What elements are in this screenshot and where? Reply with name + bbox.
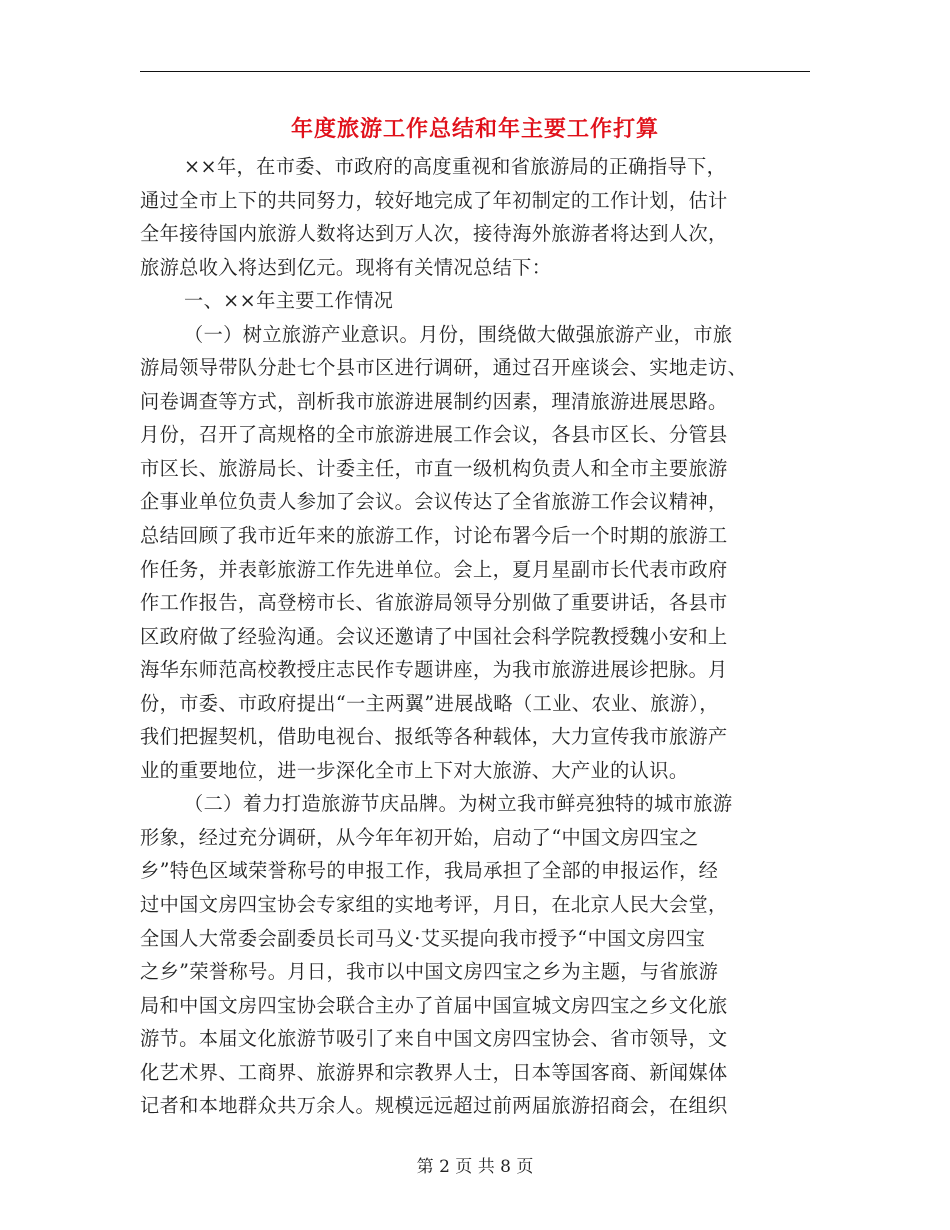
text-line: 作工作报告，高登榜市长、省旅游局领导分别做了重要讲话，各县市: [140, 591, 728, 615]
text-line: ××年，在市委、市政府的高度重视和省旅游局的正确指导下，: [184, 155, 727, 178]
text-line: 局和中国文房四宝协会联合主办了首届中国宣城文房四宝之乡文化旅: [140, 993, 728, 1017]
header-rule: [140, 71, 810, 72]
text-line: （一）树立旅游产业意识。月份，围绕做大做强旅游产业，市旅: [184, 322, 733, 346]
page-footer: 第 2 页 共 8 页: [416, 1157, 534, 1177]
document-body: [140, 150, 802, 1123]
text-line: （二）着力打造旅游节庆品牌。为树立我市鲜亮独特的城市旅游: [184, 792, 733, 816]
text-line: 全年接待国内旅游人数将达到万人次，接待海外旅游者将达到人次，: [140, 222, 728, 246]
text-line: 旅游总收入将达到亿元。现将有关情况总结下：: [140, 255, 552, 279]
text-line: 记者和本地群众共万余人。规模远远超过前两届旅游招商会，在组织: [140, 1094, 728, 1118]
text-line: 总结回顾了我市近年来的旅游工作，讨论布署今后一个时期的旅游工: [140, 524, 728, 548]
text-line: 过中国文房四宝协会专家组的实地考评，月日，在北京人民大会堂，: [140, 893, 728, 917]
text-line: 业的重要地位，进一步深化全市上下对大旅游、大产业的认识。: [140, 758, 689, 782]
text-line: 形象，经过充分调研，从今年年初开始，启动了“中国文房四宝之: [140, 825, 699, 849]
text-line: 我们把握契机，借助电视台、报纸等各种载体，大力宣传我市旅游产: [140, 725, 728, 749]
text-line: 企事业单位负责人参加了会议。会议传达了全省旅游工作会议精神，: [140, 490, 728, 514]
text-line: 通过全市上下的共同努力，较好地完成了年初制定的工作计划，估计: [140, 188, 728, 212]
text-line: 化艺术界、工商界、旅游界和宗教界人士，日本等国客商、新闻媒体: [140, 1060, 728, 1084]
section-heading: 一、××年主要工作情况: [184, 289, 394, 313]
text-line: 问卷调查等方式，剖析我市旅游进展制约因素，理清旅游进展思路。: [140, 389, 728, 413]
text-line: 区政府做了经验沟通。会议还邀请了中国社会科学院教授魏小安和上: [140, 624, 728, 648]
text-line: 之乡”荣誉称号。月日，我市以中国文房四宝之乡为主题，与省旅游: [140, 960, 719, 984]
text-line: 游节。本届文化旅游节吸引了来自中国文房四宝协会、省市领导，文: [140, 1027, 728, 1051]
document-title: 年度旅游工作总结和年主要工作打算: [290, 117, 659, 142]
text-line: 份，市委、市政府提出“一主两翼”进展战略（工业、农业、旅游），: [140, 691, 719, 715]
text-line: 乡”特色区域荣誉称号的申报工作，我局承担了全部的申报运作，经: [140, 859, 719, 883]
text-line: 海华东师范高校教授庄志民作专题讲座，为我市旅游进展诊把脉。月: [140, 658, 728, 682]
text-line: 月份，召开了高规格的全市旅游进展工作会议，各县市区长、分管县: [140, 423, 728, 447]
text-line: 市区长、旅游局长、计委主任，市直一级机构负责人和全市主要旅游: [140, 456, 728, 480]
text-line: 游局领导带队分赴七个县市区进行调研，通过召开座谈会、实地走访、: [140, 356, 748, 380]
text-line: 作任务，并表彰旅游工作先进单位。会上，夏月星副市长代表市政府: [140, 557, 728, 581]
text-line: 全国人大常委会副委员长司马义·艾买提向我市授予“中国文房四宝: [140, 926, 706, 950]
